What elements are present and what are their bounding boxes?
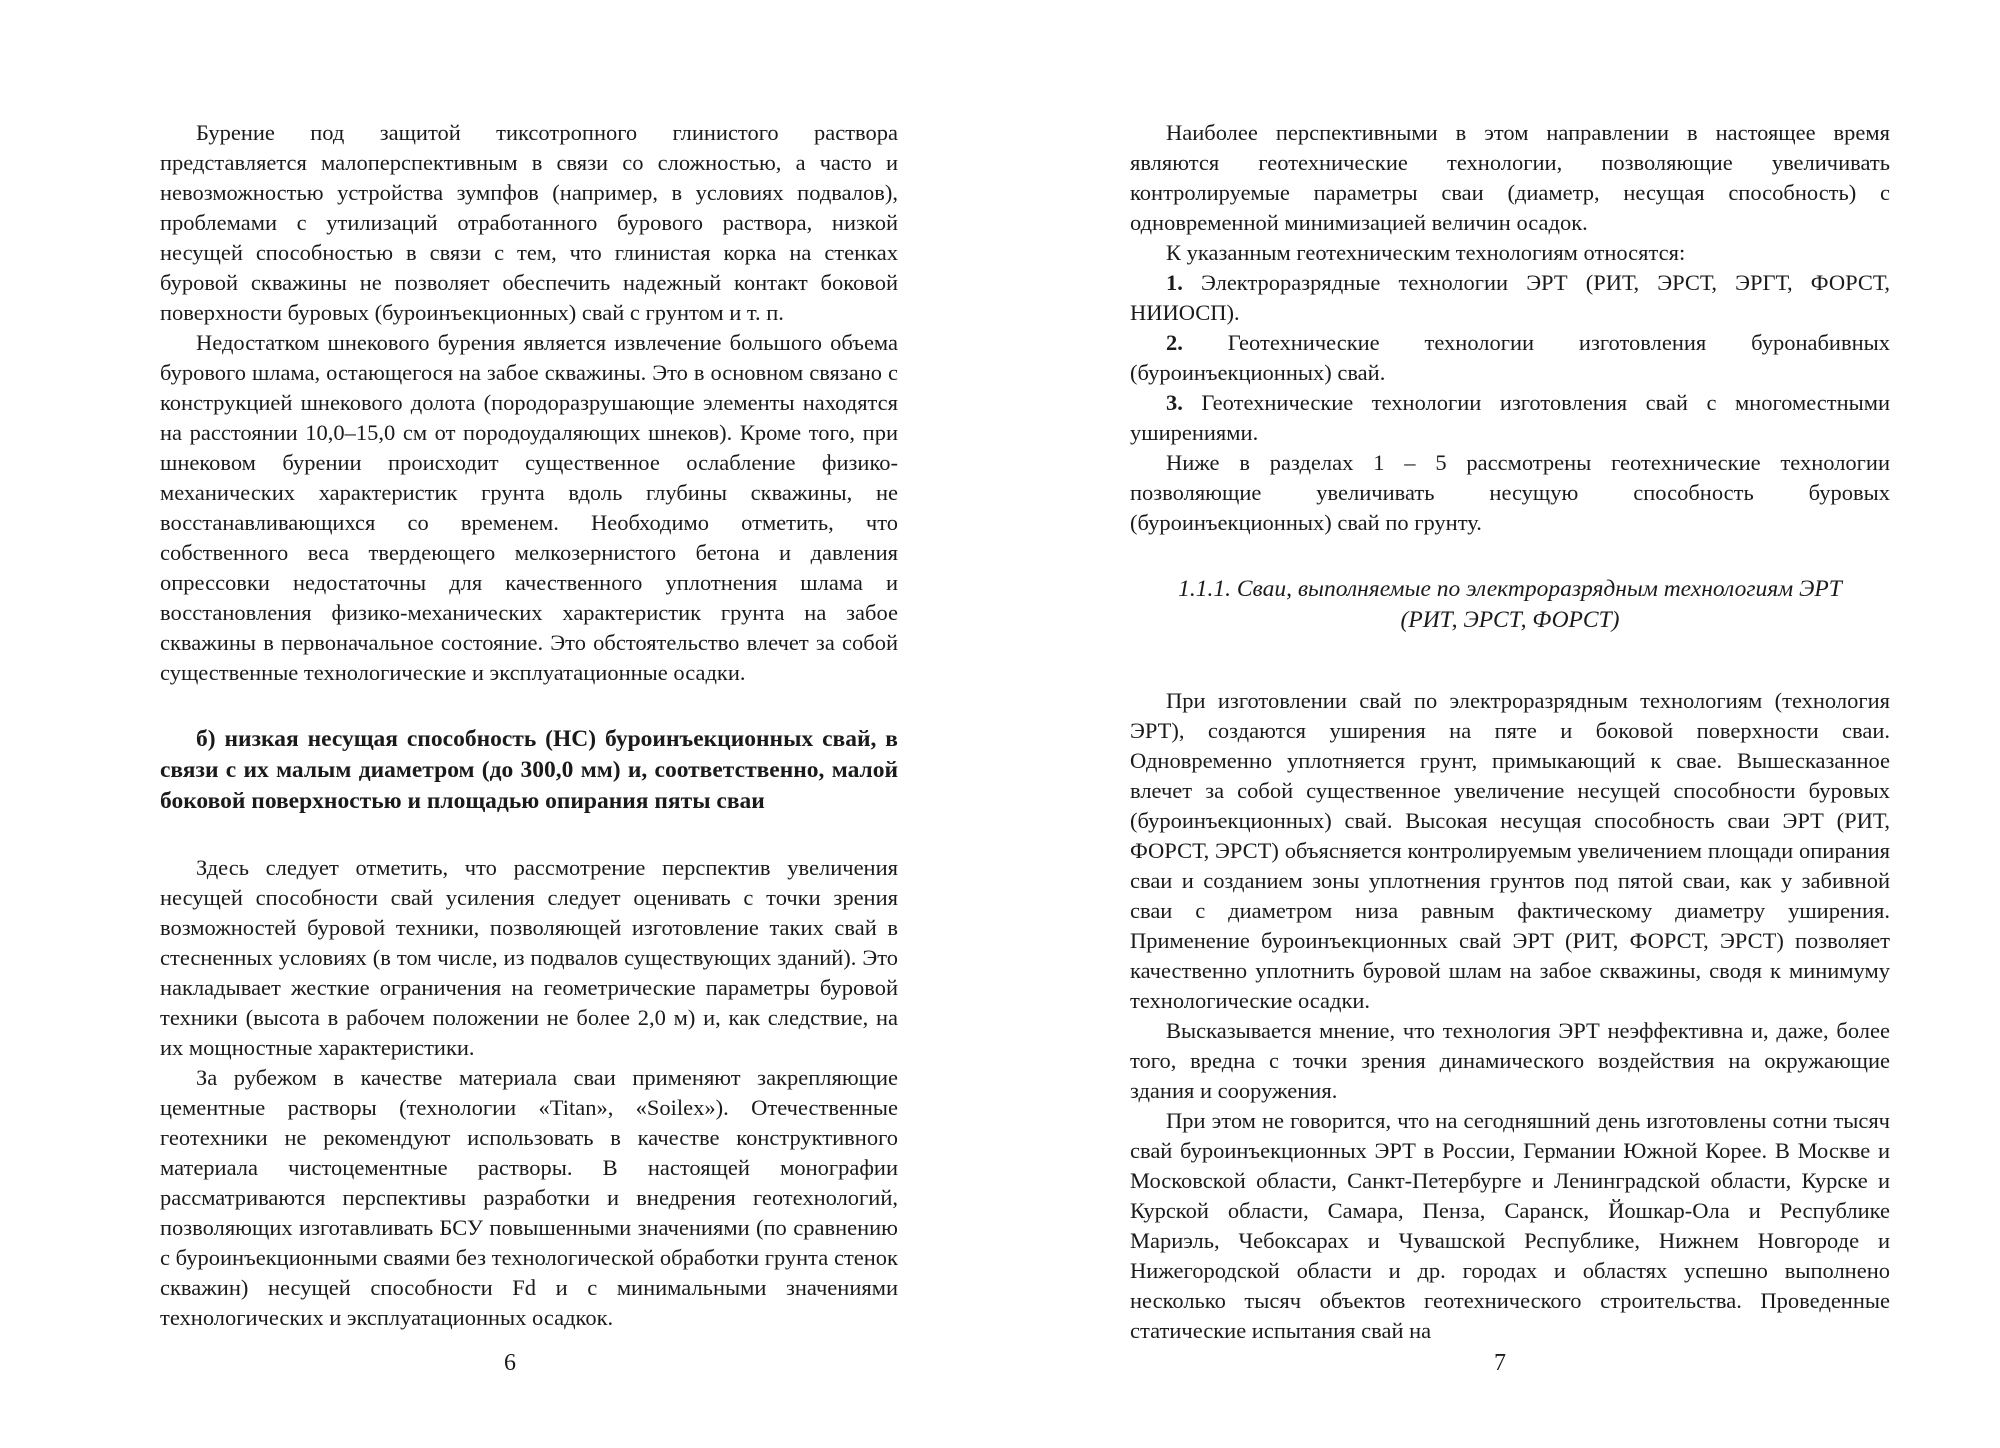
right-paragraph-1: При изготовлении свай по электроразрядным технологиям (технология ЭРТ), создаются уширения на пяте и боковой поверхности сваи. Одновременно уплотняется грунт, примыкающий к свае. Вышесказанное влечет за собой существенное увеличение несущей способности буровых (буроинъекционных) свай. Высокая несущая способность сваи ЭРТ (РИТ, ФОРСТ, ЭРСТ) объясняется контролируемым увеличением площади опирания сваи и созданием зоны уплотнения грунтов под пятой сваи, как у забивной сваи с диаметром низа равным фактическому диаметру уширения. Применение буроинъекционных свай ЭРТ (РИТ, ФОРСТ, ЭРСТ) позволяет качественно уплотнить буровой шлам на забое скважины, сводя к минимуму технологические осадки. — [1130, 688, 1890, 1013]
right-intro-paragraph: Наиболее перспективными в этом направлении в настоящее время являются геотехнические технологии, позволяющие увеличивать контролируемые параметры сваи (диаметр, несущая способность) с одновременной минимизацией величин осадок. — [1130, 120, 1890, 235]
list-item: 3. Геотехнические технологии изготовления свай с многоместными уширениями. — [1130, 390, 1891, 445]
left-text-block — [160, 118, 898, 1333]
right-intro-line: К указанным геотехническим технологиям относятся: — [1166, 240, 1686, 265]
right-page — [1000, 0, 2000, 1448]
list-item: 2. Геотехнические технологии изготовления буронабивных (буроинъекционных) свай. — [1130, 330, 1891, 385]
left-paragraph-3: Здесь следует отметить, что рассмотрение перспектив увеличения несущей способности свай усиления следует оценивать с точки зрения возможностей буровой техники, позволяющей изготовление таких свай в стесненных условиях (в том числе, из подвалов существующих зданий). Это накладывает жесткие ограничения на геометрические параметры буровой техники (высота в рабочем положении не более 2,0 м) и, как следствие, на их мощностные характеристики. — [160, 855, 898, 1060]
right-text-block — [1130, 118, 1890, 1346]
right-paragraph-2: Высказывается мнение, что технология ЭРТ неэффективна и, даже, более того, вредна с точки зрения динамического воздействия на окружающие здания и сооружения. — [1130, 1018, 1890, 1103]
right-paragraph-3: При этом не говорится, что на сегодняшний день изготовлены сотни тысяч свай буроинъекционных ЭРТ в России, Германии Южной Корее. В Москве и Московской области, Санкт-Петербурге и Ленинградской области, Курске и Курской области, Самара, Пенза, Саранск, Йошкар-Ола и Республике Мариэль, Чебоксарах и Чувашской Республике, Нижнем Новгороде и Нижегородской области и др. городах и областях успешно выполнено несколько тысяч объектов геотехнического строительства. Проведенные статические испытания свай на — [1130, 1108, 1890, 1343]
list-item: 1. Электроразрядные технологии ЭРТ (РИТ, ЭРСТ, ЭРГТ, ФОРСТ, НИИОСП). — [1130, 270, 1890, 325]
left-paragraph-1: Бурение под защитой тиксотропного глинистого раствора представляется малоперспективным в связи со сложностью, а часто и невозможностью устройства зумпфов (например, в условиях подвалов), проблемами с утилизаций отработанного бурового раствора, низкой несущей способностью в связи с тем, что глинистая корка на стенках буровой скважины не позволяет обеспечить надежный контакт боковой поверхности буровых (буроинъекционных) свай с грунтом и т. п. — [160, 120, 898, 325]
section-title-1-1-1: 1.1.1. Сваи, выполняемые по электроразрядным технологиям ЭРТ (РИТ, ЭРСТ, ФОРСТ) — [1178, 576, 1842, 633]
page-number-left: 6 — [504, 1350, 516, 1376]
section-heading-b: б) низкая несущая способность (НС) буроинъекционных свай, в связи с их малым диаметром (до 300,0 мм) и, соответственно, малой боковой поверхностью и площадью опирания пяты сваи — [160, 726, 898, 814]
left-paragraph-4: За рубежом в качестве материала сваи применяют закрепляющие цементные растворы (технологии «Titan», «Soilex»). Отечественные геотехники не рекомендуют использовать в качестве конструктивного материала чистоцементные растворы. В настоящей монографии рассматриваются перспективы разработки и внедрения геотехнологий, позволяющих изготавливать БСУ повышенными значениями (по сравнению с буроинъекционными сваями без технологической обработки грунта стенок скважин) несущей способности Fd и с минимальными значениями технологических и эксплуатационных осадкок. — [160, 1065, 898, 1330]
page-number-right: 7 — [1494, 1350, 1506, 1376]
left-paragraph-2: Недостатком шнекового бурения является извлечение большого объема бурового шлама, остающегося на забое скважины. Это в основном связано с конструкцией шнекового долота (породоразрушающие элементы находятся на расстоянии 10,0–15,0 см от породоудаляющих шнеков). Кроме того, при шнековом бурении происходит существенное ослабление физико-механических характеристик грунта вдоль глубины скважины, не восстанавливающихся со временем. Необходимо отметить, что собственного веса твердеющего мелкозернистого бетона и давления опрессовки недостаточны для качественного уплотнения шлама и восстановления физико-механических характеристик грунта на забое скважины в первоначальное состояние. Это обстоятельство влечет за собой существенные технологические и эксплуатационные осадки. — [160, 330, 898, 685]
right-after-list-paragraph: Ниже в разделах 1 – 5 рассмотрены геотехнические технологии позволяющие увеличивать несущую способность буровых (буроинъекционных) свай по грунту. — [1130, 450, 1890, 535]
